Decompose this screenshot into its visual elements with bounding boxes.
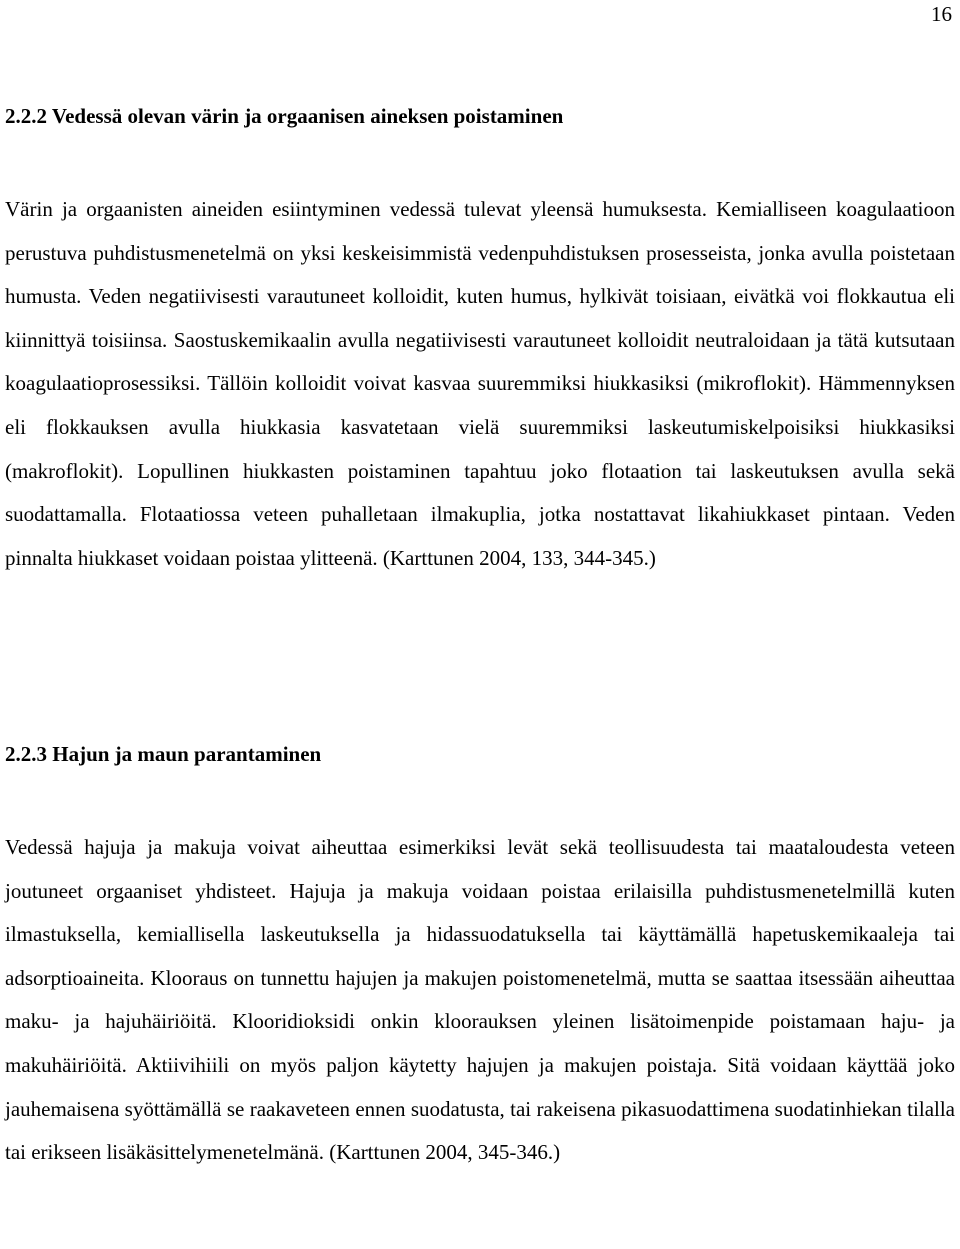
section-heading-2-2-2: 2.2.2 Vedessä olevan värin ja orgaanisen aineksen poistaminen <box>5 104 564 128</box>
section-paragraph-2-2-3: Vedessä hajuja ja makuja voivat aiheuttaa esimerkiksi levät sekä teollisuudesta tai maataloudesta veteen joutuneet orgaaniset yhdisteet. Hajuja ja makuja voidaan poistaa erilaisilla puhdistusmenetelmillä kuten ilmastuksella, kemiallisella laskeutuksella ja hidassuodatuksella tai käyttämällä hapetuskemikaaleja tai adsorptioaineita. Klooraus on tunnettu hajujen ja makujen poistomenetelmä, mutta se saattaa itsessään aiheuttaa maku- ja hajuhäiriöitä. Klooridioksidi onkin kloorauksen yleinen lisätoimenpide poistamaan haju- ja makuhäiriöitä. Aktiivihiili on myös paljon käytetty hajujen ja makujen poistaja. Sitä voidaan käyttää joko jauhemaisena syöttämällä se raakaveteen ennen suodatusta, tai rakeisena pikasuodattimena suodatinhiekan tilalla tai erikseen lisäkäsittelymenetelmänä. (Karttunen 2004, 345-346.) <box>5 835 955 1165</box>
section-heading-2-2-3: 2.2.3 Hajun ja maun parantaminen <box>5 742 322 766</box>
page-number: 16 <box>931 2 952 26</box>
section-paragraph-2-2-2: Värin ja orgaanisten aineiden esiintyminen vedessä tulevat yleensä humuksesta. Kemialliseen koagulaatioon perustuva puhdistusmenetelmä on yksi keskeisimmistä vedenpuhdistuksen prosesseista, jonka avulla poistetaan humusta. Veden negatiivisesti varautuneet kolloidit, kuten humus, hylkivät toisiaan, eivätkä voi flokkautua eli kiinnittyä toisiinsa. Saostuskemikaalin avulla negatiivisesti varautuneet kolloidit neutraloidaan ja tätä kutsutaan koagulaatioprosessiksi. Tällöin kolloidit voivat kasvaa suuremmiksi hiukkasiksi (mikroflokit). Hämmennyksen eli flokkauksen avulla hiukkasia kasvatetaan vielä suuremmiksi laskeutumiskelpoisiksi hiukkasiksi (makroflokit). Lopullinen hiukkasten poistaminen tapahtuu joko flotaation tai laskeutuksen avulla sekä suodattamalla. Flotaatiossa veteen puhalletaan ilmakuplia, jotka nostattavat likahiukkaset pintaan. Veden pinnalta hiukkaset voidaan poistaa ylitteenä. (Karttunen 2004, 133, 344-345.) <box>5 197 955 570</box>
